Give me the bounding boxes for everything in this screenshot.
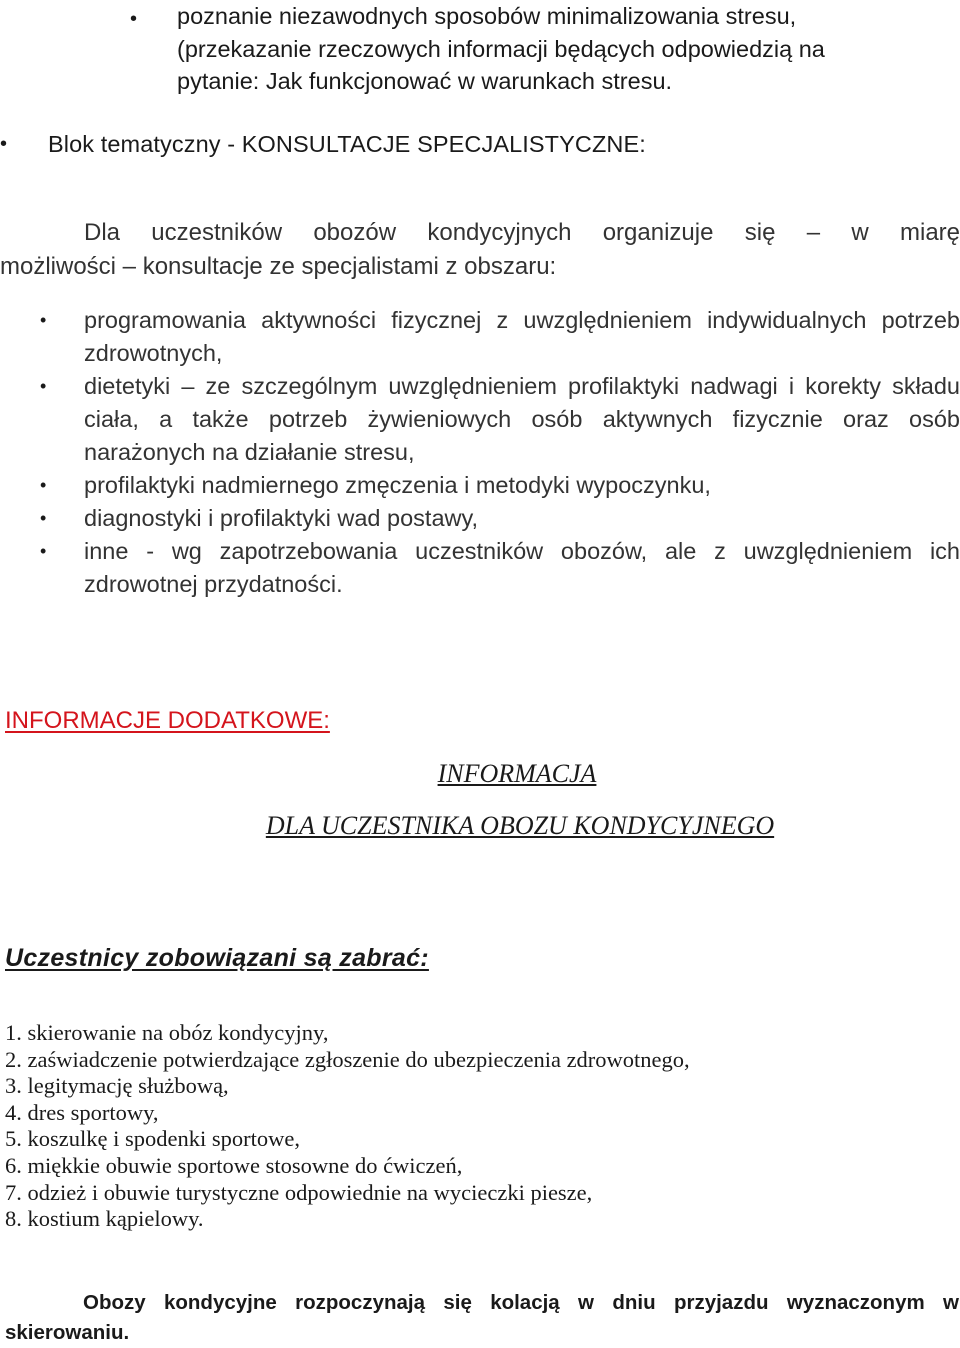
list-item	[0, 469, 960, 502]
list-item	[0, 370, 960, 469]
list-item	[0, 535, 960, 601]
bullet-icon: •	[40, 310, 47, 330]
list-item: 1. skierowanie na obóz kondycyjny,	[5, 1020, 329, 1045]
top-line-1: poznanie niezawodnych sposobów minimalizowania stresu,	[177, 3, 797, 29]
consultations-intro	[0, 216, 960, 284]
list-item	[0, 502, 960, 535]
list-item: 4. dres sportowy,	[5, 1099, 159, 1125]
top-line-3: pytanie: Jak funkcjonować w warunkach stresu.	[177, 68, 673, 94]
intro-line-2: możliwości – konsultacje ze specjalistami z obszaru:	[0, 253, 557, 280]
bullet-icon: •	[130, 8, 138, 30]
bullet-icon: •	[40, 475, 47, 495]
footer-line-1: Obozy kondycyjne rozpoczynają się kolacją w dniu przyjazdu wyznaczonym w	[83, 1291, 959, 1314]
list-item	[0, 304, 960, 370]
intro-line-1: Dla uczestników obozów kondycyjnych organizuje się – w miarę	[84, 219, 960, 246]
footer-line-2: skierowaniu.	[5, 1321, 130, 1344]
list-item: 3. legitymację służbową,	[5, 1073, 229, 1099]
topic-text: programowania aktywności fizycznej z uwzględnieniem indywidualnych potrzeb zdrowotnych,	[84, 307, 960, 366]
bullet-icon: •	[40, 508, 47, 528]
list-item: 2. zaświadczenie potwierdzające zgłoszenie do ubezpieczenia zdrowotnego,	[5, 1046, 690, 1072]
camp-start-note	[5, 1288, 959, 1348]
list-item: 8. kostium kąpielowy.	[5, 1206, 204, 1232]
bullet-icon: •	[0, 133, 8, 155]
bullet-icon: •	[40, 541, 47, 561]
topic-text: profilaktyki nadmiernego zmęczenia i metodyki wypoczynku,	[84, 472, 711, 498]
list-item: 7. odzież i obuwie turystyczne odpowiednie na wycieczki piesze,	[5, 1179, 593, 1205]
consultation-topics-list	[0, 304, 960, 601]
topic-text: dietetyki – ze szczególnym uwzględnieniem profilaktyki nadwagi i korekty składu ciała, a także potrzeb żywieniowych osób aktywnych fizycznie oraz osób narażonych na działanie stresu,	[84, 373, 960, 465]
info-subtitle: DLA UCZESTNIKA OBOZU KONDYCYJNEGO	[265, 811, 775, 840]
top-line-2: (przekazanie rzeczowych informacji będących odpowiedzią na	[177, 35, 825, 62]
topic-text: inne - wg zapotrzebowania uczestników obozów, ale z uwzględnieniem ich zdrowotnej przydatności.	[84, 538, 960, 597]
topic-text: diagnostyki i profilaktyki wad postawy,	[84, 505, 479, 531]
bring-heading: Uczestnicy zobowiązani są zabrać:	[5, 944, 429, 972]
bullet-icon: •	[40, 376, 47, 396]
additional-info-heading: INFORMACJE DODATKOWE:	[5, 707, 330, 734]
list-item: 5. koszulkę i spodenki sportowe,	[5, 1126, 300, 1152]
stress-minimization-paragraph	[177, 0, 957, 98]
thematic-block-title: Blok tematyczny - KONSULTACJE SPECJALISTYCZNE:	[48, 131, 646, 157]
bring-items-list	[5, 1020, 690, 1233]
info-title: INFORMACJA	[437, 759, 597, 788]
list-item: 6. miękkie obuwie sportowe stosowne do ćwiczeń,	[5, 1152, 463, 1178]
